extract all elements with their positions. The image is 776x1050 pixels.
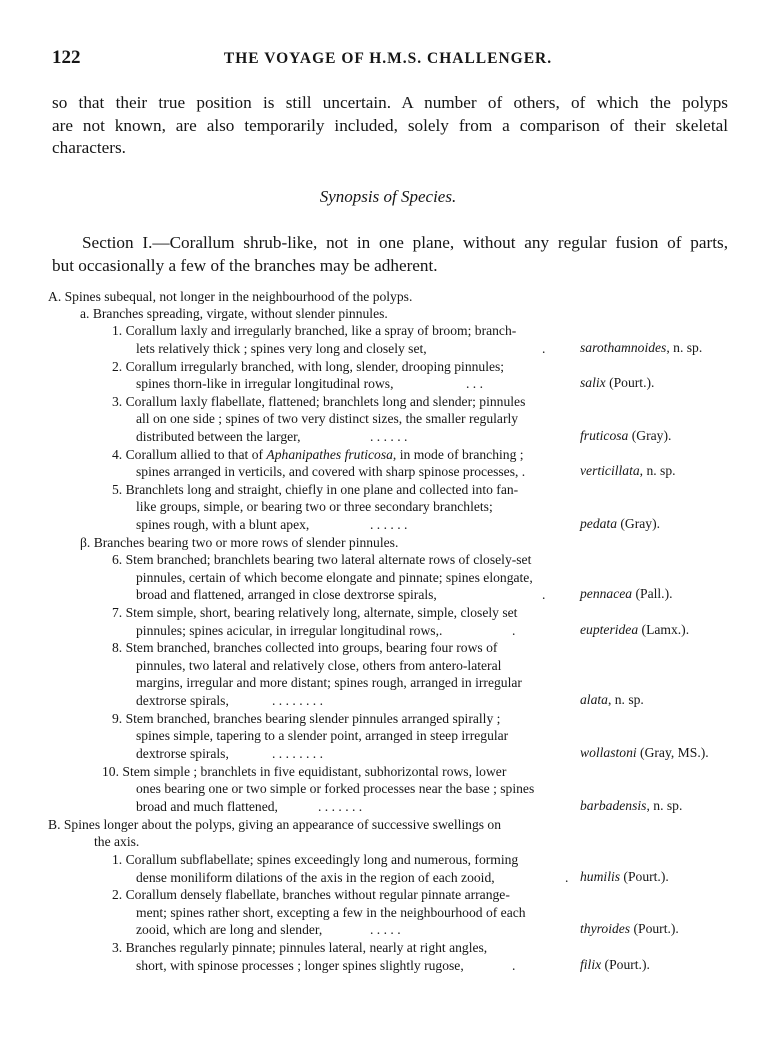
group-heading-a: A. Spines subequal, not longer in the neighbourhood of the polyps.: [48, 289, 413, 304]
species-b3-line-1: 3. Branches regularly pinnate; pinnules lateral, nearly at right angles,: [112, 940, 488, 955]
species-authority: (Pourt.).: [605, 375, 655, 390]
species-epithet: verticillata: [580, 463, 640, 478]
species-b1-name: [580, 869, 669, 885]
species-epithet: fruticosa: [580, 428, 629, 443]
species-epithet: filix: [580, 957, 602, 972]
species-authority: (Pourt.).: [601, 957, 650, 972]
species-b2-line-3: zooid, which are long and slender,: [136, 922, 323, 937]
running-title: THE VOYAGE OF H.M.S. CHALLENGER.: [223, 50, 553, 67]
species-3-line-1: 3. Corallum laxly flabellate, flattened; branchlets long and slender; pinnules: [112, 394, 526, 409]
text: 4. Corallum allied to that of: [112, 447, 267, 462]
leader-dots: . . . . . . . .: [272, 746, 323, 761]
text-line: but occasionally a few of the branches may be adherent.: [52, 255, 438, 275]
species-9-line-3: dextrorse spirals,: [136, 746, 229, 761]
species-3-line-3: distributed between the larger,: [136, 429, 301, 444]
species-10-line-2: ones bearing one or two simple or forked processes near the base ; spines: [136, 781, 535, 796]
species-epithet: salix: [580, 375, 606, 390]
leader-dots: .: [512, 958, 516, 973]
species-6-line-2: pinnules, certain of which become elongate and pinnate; spines elongate,: [136, 570, 533, 585]
species-8-name: [580, 692, 644, 708]
species-b3-line-2: short, with spinose processes ; longer spines slightly rugose,: [136, 958, 464, 973]
text-line: characters.: [52, 138, 126, 157]
leader-dots: . . . . . . .: [318, 799, 363, 814]
leader-dots: . . . . . .: [370, 517, 408, 532]
species-b1-line-2: dense moniliform dilations of the axis in the region of each zooid,: [136, 870, 495, 885]
species-authority: , n. sp.: [666, 340, 703, 355]
species-8-line-1: 8. Stem branched, branches collected into groups, bearing four rows of: [112, 640, 498, 655]
species-authority: (Gray, MS.).: [636, 745, 709, 760]
leader-dots: .: [565, 870, 569, 885]
species-authority: (Lamx.).: [638, 622, 690, 637]
species-4-line-1: [112, 446, 524, 463]
group-heading-alpha: a. Branches spreading, virgate, without slender pinnules.: [80, 306, 388, 321]
species-8-line-3: margins, irregular and more distant; spines rough, arranged in irregular: [136, 675, 522, 690]
species-7-line-2: pinnules; spines acicular, in irregular longitudinal rows,.: [136, 623, 443, 638]
leader-dots: .: [542, 587, 546, 602]
species-b3-name: [580, 957, 650, 973]
group-heading-beta: β. Branches bearing two or more rows of slender pinnules.: [80, 535, 399, 550]
genus-reference: Aphanipathes fruticosa: [266, 447, 393, 462]
species-epithet: pedata: [580, 516, 617, 531]
species-6-line-1: 6. Stem branched; branchlets bearing two lateral alternate rows of closely-set: [112, 552, 532, 567]
species-1-name: [580, 340, 702, 356]
species-9-line-1: 9. Stem branched, branches bearing slender pinnules arranged spirally ;: [112, 711, 501, 726]
species-authority: , n. sp.: [646, 798, 683, 813]
species-5-line-3: spines rough, with a blunt apex,: [136, 517, 310, 532]
species-2-name: [580, 375, 654, 391]
synopsis-title: Synopsis of Species.: [319, 187, 457, 206]
species-authority: (Pourt.).: [620, 869, 669, 884]
species-authority: , n. sp.: [607, 692, 644, 707]
leader-dots: .: [542, 341, 546, 356]
text-line: are not known, are also temporarily included, solely from a comparison of their skeletal: [52, 115, 728, 135]
species-epithet: thyroides: [580, 921, 631, 936]
group-heading-b: B. Spines longer about the polyps, giving an appearance of successive swellings on: [48, 817, 502, 832]
species-3-line-2: all on one side ; spines of two very distinct sizes, the smaller regularly: [136, 411, 519, 426]
species-6-name: [580, 586, 673, 602]
species-b2-line-2: ment; spines rather short, excepting a few in the neighbourhood of each: [136, 905, 526, 920]
species-epithet: humilis: [580, 869, 621, 884]
species-epithet: alata: [580, 692, 608, 707]
species-5-line-1: 5. Branchlets long and straight, chiefly in one plane and collected into fan-: [112, 482, 519, 497]
species-authority: (Pall.).: [632, 586, 673, 601]
species-7-line-1: 7. Stem simple, short, bearing relatively long, alternate, simple, closely set: [112, 605, 518, 620]
species-authority: (Pourt.).: [630, 921, 679, 936]
species-3-name: [580, 428, 671, 444]
species-b2-name: [580, 921, 679, 937]
species-9-name: [580, 745, 709, 761]
species-2-line-1: 2. Corallum irregularly branched, with long, slender, drooping pinnules;: [112, 359, 505, 374]
species-2-line-2: spines thorn-like in irregular longitudinal rows,: [136, 376, 394, 391]
species-8-line-2: pinnules, two lateral and relatively close, others from antero-lateral: [136, 658, 502, 673]
species-b2-line-1: 2. Corallum densely flabellate, branches without regular pinnate arrange-: [112, 887, 510, 902]
text: , in mode of branching ;: [392, 447, 524, 462]
species-authority: (Gray).: [628, 428, 672, 443]
species-5-line-2: like groups, simple, or bearing two or three secondary branchlets;: [136, 499, 493, 514]
leader-dots: . . .: [466, 376, 483, 391]
section-heading: [52, 232, 728, 277]
text-line: Section I.—Corallum shrub-like, not in one plane, without any regular fusion of parts,: [82, 233, 728, 252]
leader-dots: . . . . .: [370, 922, 401, 937]
species-epithet: wollastoni: [580, 745, 637, 760]
species-4-line-2: spines arranged in verticils, and covered with sharp spinose processes, .: [136, 464, 526, 479]
species-5-name: [580, 516, 660, 532]
species-epithet: sarothamnoides: [580, 340, 667, 355]
leader-dots: . . . . . .: [370, 429, 408, 444]
species-10-line-3: broad and much flattened,: [136, 799, 278, 814]
species-8-line-4: dextrorse spirals,: [136, 693, 229, 708]
species-9-line-2: spines simple, tapering to a slender point, arranged in steep irregular: [136, 728, 509, 743]
page-number: 122: [52, 47, 81, 68]
species-7-name: [580, 622, 689, 638]
species-authority: , n. sp.: [639, 463, 676, 478]
species-4-name: [580, 463, 676, 479]
species-10-line-1: 10. Stem simple ; branchlets in five equidistant, subhorizontal rows, lower: [102, 764, 507, 779]
species-1-line-1: 1. Corallum laxly and irregularly branched, like a spray of broom; branch-: [112, 323, 517, 338]
species-1-line-2: lets relatively thick ; spines very long and closely set,: [136, 341, 427, 356]
species-authority: (Gray).: [617, 516, 661, 531]
species-10-name: [580, 798, 682, 814]
text-line: so that their true position is still uncertain. A number of others, of which the polyps: [52, 93, 728, 112]
species-6-line-3: broad and flattened, arranged in close dextrorse spirals,: [136, 587, 437, 602]
species-epithet: barbadensis: [580, 798, 647, 813]
species-epithet: eupteridea: [580, 622, 639, 637]
species-b1-line-1: 1. Corallum subflabellate; spines exceedingly long and numerous, forming: [112, 852, 519, 867]
leader-dots: .: [512, 623, 516, 638]
species-epithet: pennacea: [580, 586, 633, 601]
leader-dots: . . . . . . . .: [272, 693, 323, 708]
group-heading-b-cont: the axis.: [94, 834, 140, 849]
intro-paragraph: [52, 92, 728, 160]
